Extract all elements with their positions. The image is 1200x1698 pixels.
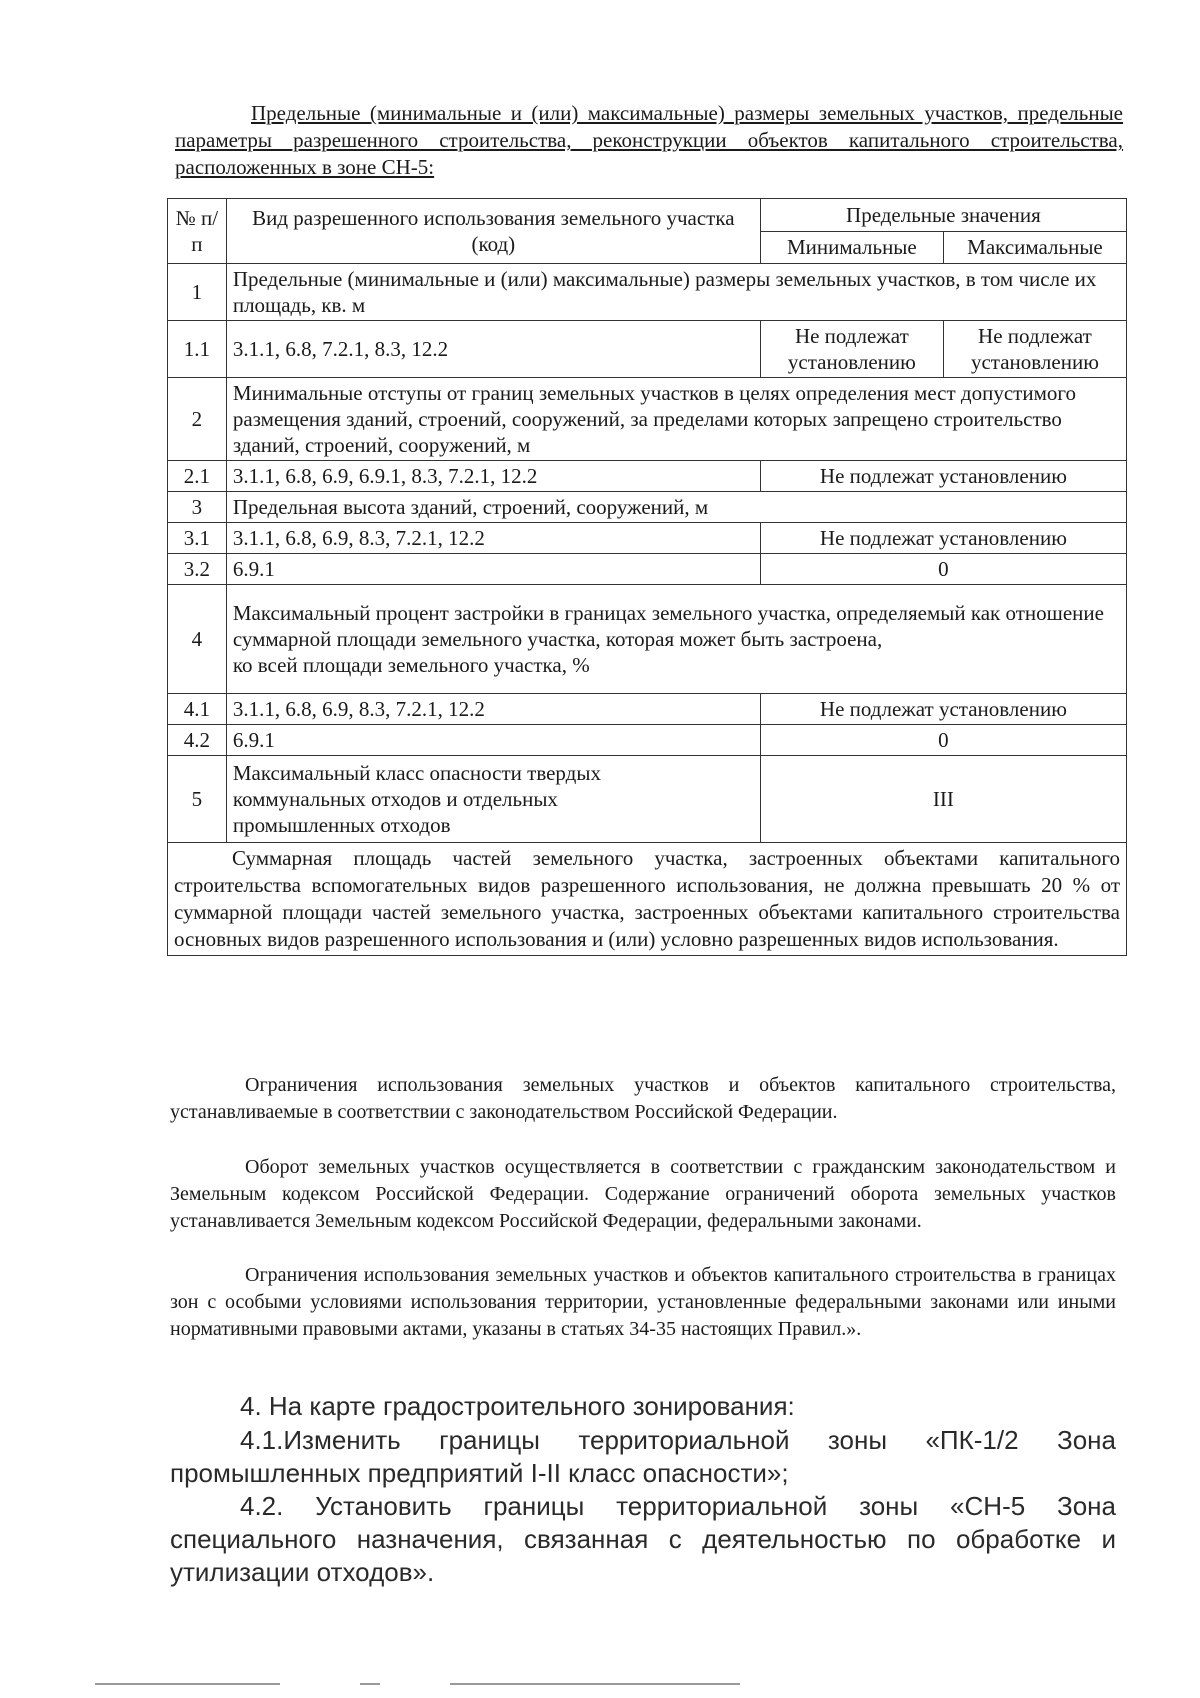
table-row xyxy=(168,492,1127,523)
footer-divider xyxy=(450,1683,740,1685)
row-num: 4.2 xyxy=(168,725,227,756)
row-codes: 6.9.1 xyxy=(226,554,760,585)
footer-divider xyxy=(360,1683,380,1685)
row-value: Не подлежат установлению xyxy=(760,694,1126,725)
table-header-row xyxy=(168,199,1127,232)
item-4-1: 4.1.Изменить границы территориальной зоны «ПК-1/2 Зона промышленных предприятий I-II класс опасности»; xyxy=(170,1425,1116,1488)
row-max: Не подлежат установлению xyxy=(943,321,1126,378)
row-num: 3 xyxy=(168,492,227,523)
row-text xyxy=(226,585,1126,694)
row-text: Предельные (минимальные и (или) максимальные) размеры земельных участков, в том числе их площадь, кв. м xyxy=(226,264,1126,321)
row-text: Предельная высота зданий, строений, сооружений, м xyxy=(226,492,1126,523)
row-num: 4.1 xyxy=(168,694,227,725)
table-row xyxy=(168,554,1127,585)
row-value: 0 xyxy=(760,554,1126,585)
paragraph-restrictions: Ограничения использования земельных участков и объектов капитального строительства, устанавливаемые в соответствии с законодательством Российской Федерации. xyxy=(170,1074,1116,1123)
row-num: 3.1 xyxy=(168,523,227,554)
row-text-part-a: Максимальный процент застройки в границах земельного участка, определяемый как отношение суммарной площади земельного участка, которая может быть застроена, xyxy=(232,601,1104,651)
header-min: Минимальные xyxy=(760,231,943,264)
row-num: 1.1 xyxy=(168,321,227,378)
row-value: III xyxy=(760,756,1126,843)
row-value: Не подлежат установлению xyxy=(760,461,1126,492)
table-row xyxy=(168,461,1127,492)
row-num: 2 xyxy=(168,378,227,461)
row-min: Не подлежат установлению xyxy=(760,321,943,378)
table-row xyxy=(168,378,1127,461)
table-row xyxy=(168,694,1127,725)
row-codes: 3.1.1, 6.8, 6.9, 8.3, 7.2.1, 12.2 xyxy=(226,694,760,725)
row-codes: 6.9.1 xyxy=(226,725,760,756)
table-note: Суммарная площадь частей земельного участка, застроенных объектами капитального строительства вспомогательных видов разрешенного использования, не должна превышать 20 % от суммарной площади частей земельного участка, застроенных объектами капитального строительства основных видов разрешенного использования и (или) условно разрешенных видов использования. xyxy=(168,843,1127,956)
row-num: 1 xyxy=(168,264,227,321)
table-row xyxy=(168,756,1127,843)
header-limits: Предельные значения xyxy=(760,199,1126,232)
table-row xyxy=(168,585,1127,694)
table-note-row xyxy=(168,843,1127,956)
header-kind: Вид разрешенного использования земельного участка (код) xyxy=(226,199,760,264)
table-row xyxy=(168,523,1127,554)
item-4: 4. На карте градостроительного зонирования: xyxy=(240,1391,795,1421)
header-num: № п/п xyxy=(168,199,227,264)
row-num: 3.2 xyxy=(168,554,227,585)
row-num: 4 xyxy=(168,585,227,694)
item-4-2: 4.2. Установить границы территориальной зоны «СН-5 Зона специального назначения, связанная с деятельностью по обработке и утилизации отходов». xyxy=(170,1491,1116,1587)
table-row xyxy=(168,725,1127,756)
row-codes: 3.1.1, 6.8, 7.2.1, 8.3, 12.2 xyxy=(226,321,760,378)
table-row xyxy=(168,264,1127,321)
section-heading: Предельные (минимальные и (или) максимальные) размеры земельных участков, предельные параметры разрешенного строительства, реконструкции объектов капитального строительства, расположенных в зоне СН-5: xyxy=(175,101,1123,179)
footer-divider xyxy=(95,1683,280,1685)
limits-table xyxy=(167,198,1127,956)
row-num: 2.1 xyxy=(168,461,227,492)
row-text-part-b: ко всей площади земельного участка, % xyxy=(232,653,590,677)
row-codes: 3.1.1, 6.8, 6.9, 8.3, 7.2.1, 12.2 xyxy=(226,523,760,554)
paragraph-zones: Ограничения использования земельных участков и объектов капитального строительства в границах зон с особыми условиями использования территории, установленные федеральными законами или иными нормативными правовыми актами, указаны в статьях 34-35 настоящих Правил.». xyxy=(170,1264,1116,1340)
row-value: 0 xyxy=(760,725,1126,756)
header-max: Максимальные xyxy=(943,231,1126,264)
table-row xyxy=(168,321,1127,378)
row-num: 5 xyxy=(168,756,227,843)
paragraph-turnover: Оборот земельных участков осуществляется в соответствии с гражданским законодательством и Земельным кодексом Российской Федерации. Содержание ограничений оборота земельных участков устанавливается Земельным кодексом Российской Федерации, федеральными законами. xyxy=(170,1156,1116,1232)
row-text: Минимальные отступы от границ земельных участков в целях определения мест допустимого размещения зданий, строений, сооружений, за пределами которых запрещено строительство зданий, строений, сооружений, м xyxy=(226,378,1126,461)
row-codes: 3.1.1, 6.8, 6.9, 6.9.1, 8.3, 7.2.1, 12.2 xyxy=(226,461,760,492)
row-value: Не подлежат установлению xyxy=(760,523,1126,554)
row-text: Максимальный класс опасности твердых коммунальных отходов и отдельных промышленных отходов xyxy=(226,756,760,843)
